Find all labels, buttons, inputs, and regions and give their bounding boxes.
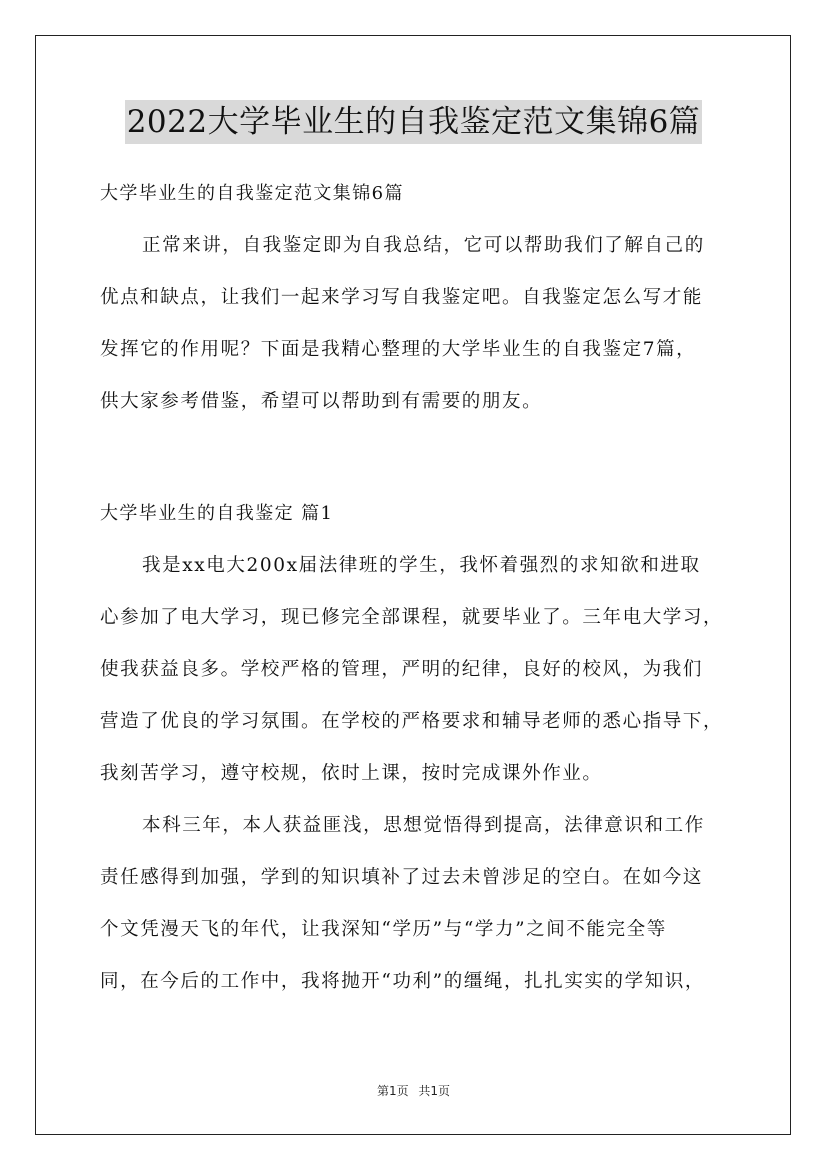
document-title: 2022大学毕业生的自我鉴定范文集锦6篇: [125, 100, 703, 144]
intro-line: 供大家参考借鉴，希望可以帮助到有需要的朋友。: [100, 391, 543, 412]
paragraph2-line: 同，在今后的工作中，我将抛开“功利”的缰绳，扎扎实实的学知识，: [100, 971, 706, 992]
paragraph2-line: 个文凭漫天飞的年代，让我深知“学历”与“学力”之间不能完全等: [100, 919, 667, 940]
page-footer: [0, 1082, 827, 1099]
section-heading: 大学毕业生的自我鉴定 篇1: [100, 503, 334, 524]
paragraph2-line: 本科三年，本人获益匪浅，思想觉悟得到提高，法律意识和工作: [142, 815, 705, 836]
paragraph1-line: 我刻苦学习，遵守校规，依时上课，按时完成课外作业。: [100, 763, 603, 784]
title-wrap: [0, 100, 827, 144]
paragraph1-line: 营造了优良的学习氛围。在学校的严格要求和辅导老师的悉心指导下，: [100, 711, 724, 732]
document-subtitle: 大学毕业生的自我鉴定范文集锦6篇: [100, 183, 404, 204]
page-number: 第1页: [376, 1084, 409, 1098]
paragraph2-line: 责任感得到加强，学到的知识填补了过去未曾涉足的空白。在如今这: [100, 867, 704, 888]
document-body: [100, 172, 730, 1012]
intro-line: 正常来讲，自我鉴定即为自我总结，它可以帮助我们了解自己的: [142, 235, 705, 256]
paragraph1-line: 使我获益良多。学校严格的管理，严明的纪律，良好的校风，为我们: [100, 659, 704, 680]
intro-line: 优点和缺点，让我们一起来学习写自我鉴定吧。自我鉴定怎么写才能: [100, 287, 704, 308]
paragraph1-line: 我是xx电大200x届法律班的学生，我怀着强烈的求知欲和进取: [142, 555, 701, 576]
intro-line: 发挥它的作用呢？下面是我精心整理的大学毕业生的自我鉴定7篇，: [100, 339, 697, 360]
page-total: 共1页: [418, 1084, 451, 1098]
paragraph1-line: 心参加了电大学习，现已修完全部课程，就要毕业了。三年电大学习，: [100, 607, 724, 628]
